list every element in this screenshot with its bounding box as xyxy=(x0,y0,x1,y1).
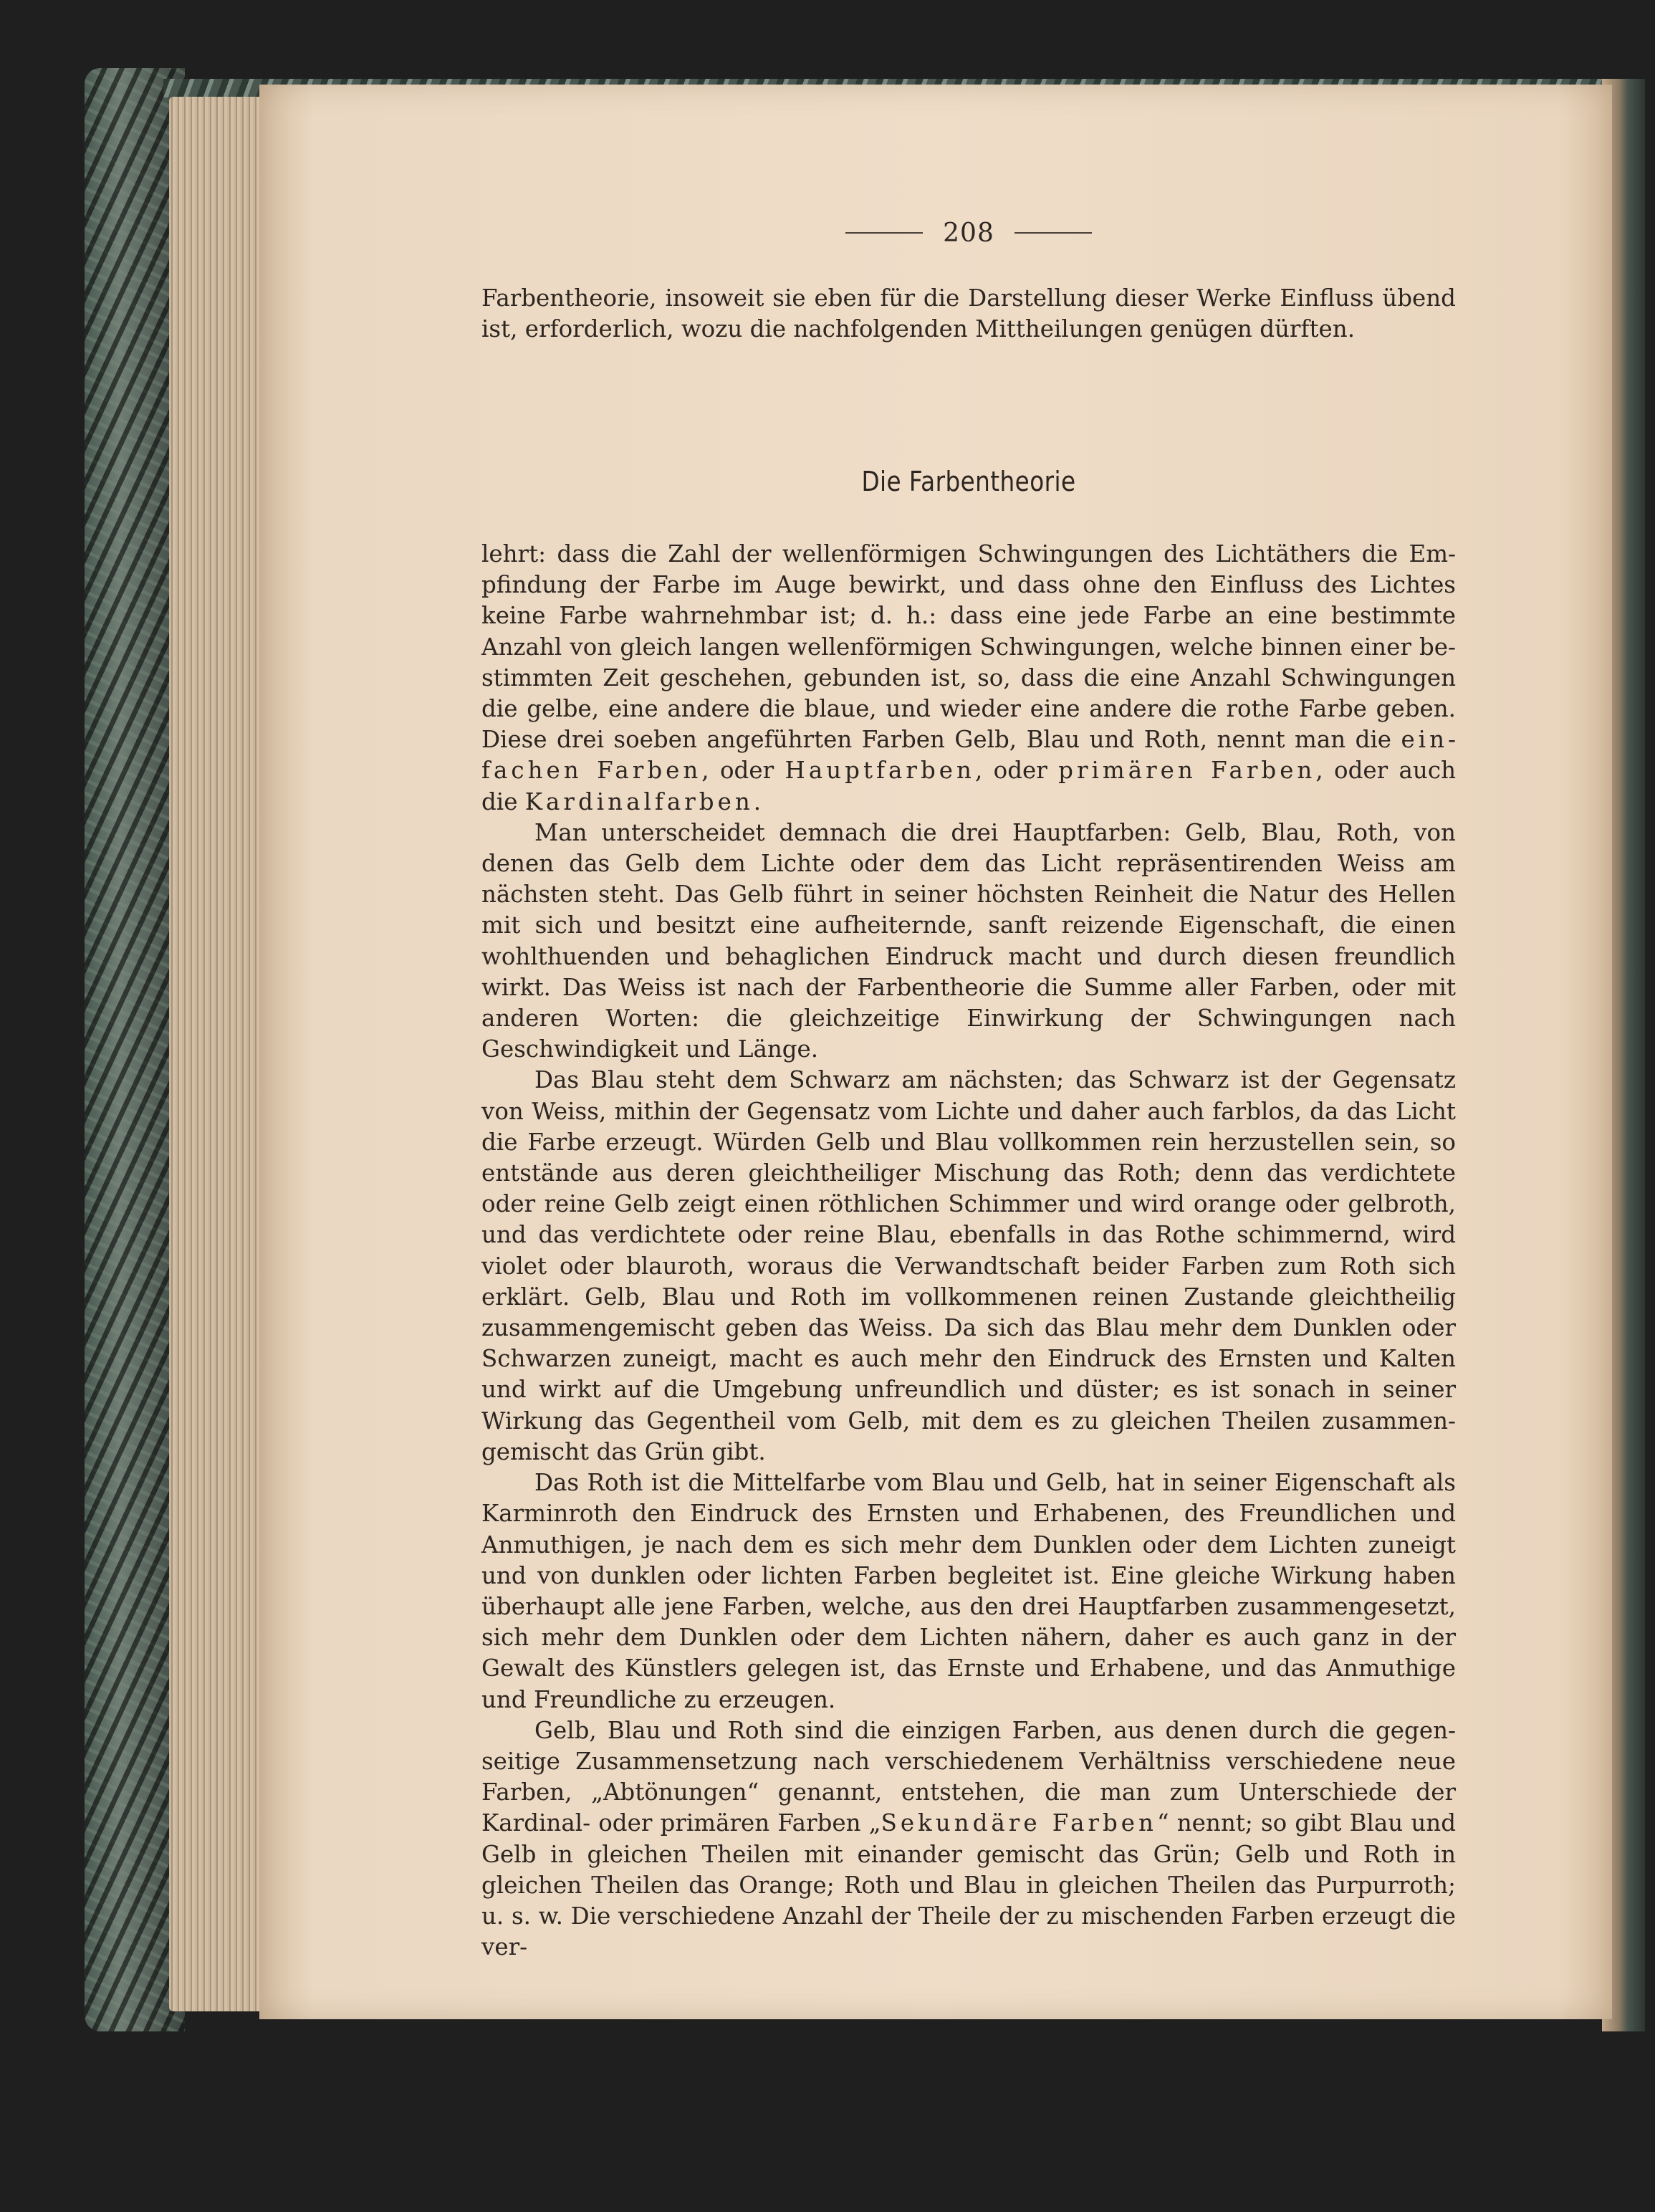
paragraph-1-text: , oder auch die xyxy=(481,757,1456,815)
paragraph-2: Man unterscheidet demnach die drei Hauptfarben: Gelb, Blau, Roth, von denen das Gelb dem Lichte oder dem das Licht repräsentirenden Weiss am nächsten steht. Das Gelb führt in seiner höchsten Reinheit die Natur des Hellen mit sich und besitzt eine aufheiternde, sanft reizende Eigenschaft, die einen wohlthuenden und behaglichen Eindruck macht und durch diesen freundlich wirkt. Das Weiss ist nach der Farbentheorie die Summe aller Farben, oder mit anderen Worten: die gleichzeitige Einwirkung der Schwingungen nach Geschwindigkeit und Länge. xyxy=(481,818,1456,1063)
paragraph-1 xyxy=(481,539,1456,818)
intro-paragraph: Farbentheorie, insoweit sie eben für die Darstellung dieser Werke Einfluss übend ist, erforderlich, wozu die nachfolgenden Mittheilungen genügen dürften. xyxy=(481,284,1456,343)
spaced-term: Kardinalfarben xyxy=(524,787,754,815)
paragraph-5 xyxy=(481,1715,1456,1963)
header-rule-right xyxy=(1014,232,1092,234)
paragraph-3: Das Blau steht dem Schwarz am nächsten; das Schwarz ist der Gegensatz von Weiss, mithin der Gegensatz vom Lichte und daher auch farblos, da das Licht die Farbe erzeugt. Würden Gelb und Blau vollkommen rein herzustellen sein, so entstände aus deren gleichtheiliger Mischung das Roth; denn das verdichtete oder reine Gelb zeigt einen röthlichen Schimmer und wird orange oder gelbroth, und das verdichtete oder reine Blau, ebenfalls in das Rothe schimmernd, wird violet oder blauroth, woraus die Verwandtschaft beider Farben zum Roth sich erklärt. Gelb, Blau und Roth im vollkommenen reinen Zustande gleichtheilig zusammengemischt geben das Weiss. Da sich das Blau mehr dem Dunklen oder Schwarzen zuneigt, macht es auch mehr den Eindruck des Ernsten und Kalten und wirkt auf die Umgebung unfreundlich und düster; es ist sonach in seiner Wirkung das Gegentheil vom Gelb, mit dem es zu gleichen Theilen zusammengemischt das Grün gibt. xyxy=(481,1066,1456,1465)
paragraph-5-text: Gelb, Blau und Roth sind die einzigen Farben, aus denen durch die gegenseitige Zusammensetzung nach verschiedenem Verhältniss verschiedene neue Farben, „Abtönungen“ genannt, entstehen, die man zum Unterschiede der Kardinal- oder primären Farben „ xyxy=(481,1716,1456,1837)
page-stack-edges xyxy=(169,97,262,2011)
paragraph-1-text: lehrt: dass die Zahl der wellenförmigen Schwingungen des Lichtäthers die Empfindung der Farbe im Auge bewirkt, und dass ohne den Einfluss des Lichtes keine Farbe wahrnehmbar ist; d. h.: dass eine jede Farbe an eine bestimmte Anzahl von gleich langen wellenförmigen Schwingungen, welche binnen einer bestimmten Zeit geschehen, gebunden ist, so, dass die eine Anzahl Schwingungen die gelbe, eine andere die blaue, und wieder eine andere die rothe Farbe geben. Diese drei soeben angeführten Farben Gelb, Blau und Roth, nennt man die xyxy=(481,540,1456,754)
spaced-term: Hauptfarben xyxy=(785,757,975,785)
spaced-term: Sekundäre Farben xyxy=(881,1809,1157,1837)
paragraph-1-text: , oder xyxy=(701,757,785,785)
paragraph-5-text: “ nennt; so gibt Blau und Gelb in gleichen Theilen mit einander gemischt das Grün; Gelb und Roth in gleichen Theilen das Orange; Roth und Blau in gleichen Theilen das Purpurroth; u. s. w. Die verschiedene Anzahl der Theile der zu mischenden Farben erzeugt die ver- xyxy=(481,1809,1457,1961)
spaced-term: primären Farben xyxy=(1058,757,1316,785)
intro-paragraph-block xyxy=(481,283,1456,345)
body-text xyxy=(481,539,1456,1963)
paragraph-1-text: , oder xyxy=(974,757,1059,785)
paragraph-4: Das Roth ist die Mittelfarbe vom Blau und Gelb, hat in seiner Eigenschaft als Karminroth den Eindruck des Ernsten und Erhabenen, des Freundlichen und Anmuthigen, je nach dem es sich mehr dem Dunklen oder dem Lichten zuneigt und von dunklen oder lichten Farben begleitet ist. Eine gleiche Wirkung haben überhaupt alle jene Farben, welche, aus den drei Hauptfarben zusammengesetzt, sich mehr dem Dunklen oder dem Lichten nähern, daher es auch ganz in der Gewalt des Künstlers gelegen ist, das Ernste und Erhabene, und das Anmuthige und Freundliche zu erzeugen. xyxy=(481,1469,1456,1713)
paragraph-1-text: . xyxy=(753,787,762,815)
spaced-term: einfachen Farben xyxy=(481,726,1456,785)
page-number: 208 xyxy=(943,218,994,248)
header-rule-left xyxy=(845,232,923,234)
section-heading: Die Farbentheorie xyxy=(861,466,1076,497)
page-header xyxy=(840,215,1098,251)
